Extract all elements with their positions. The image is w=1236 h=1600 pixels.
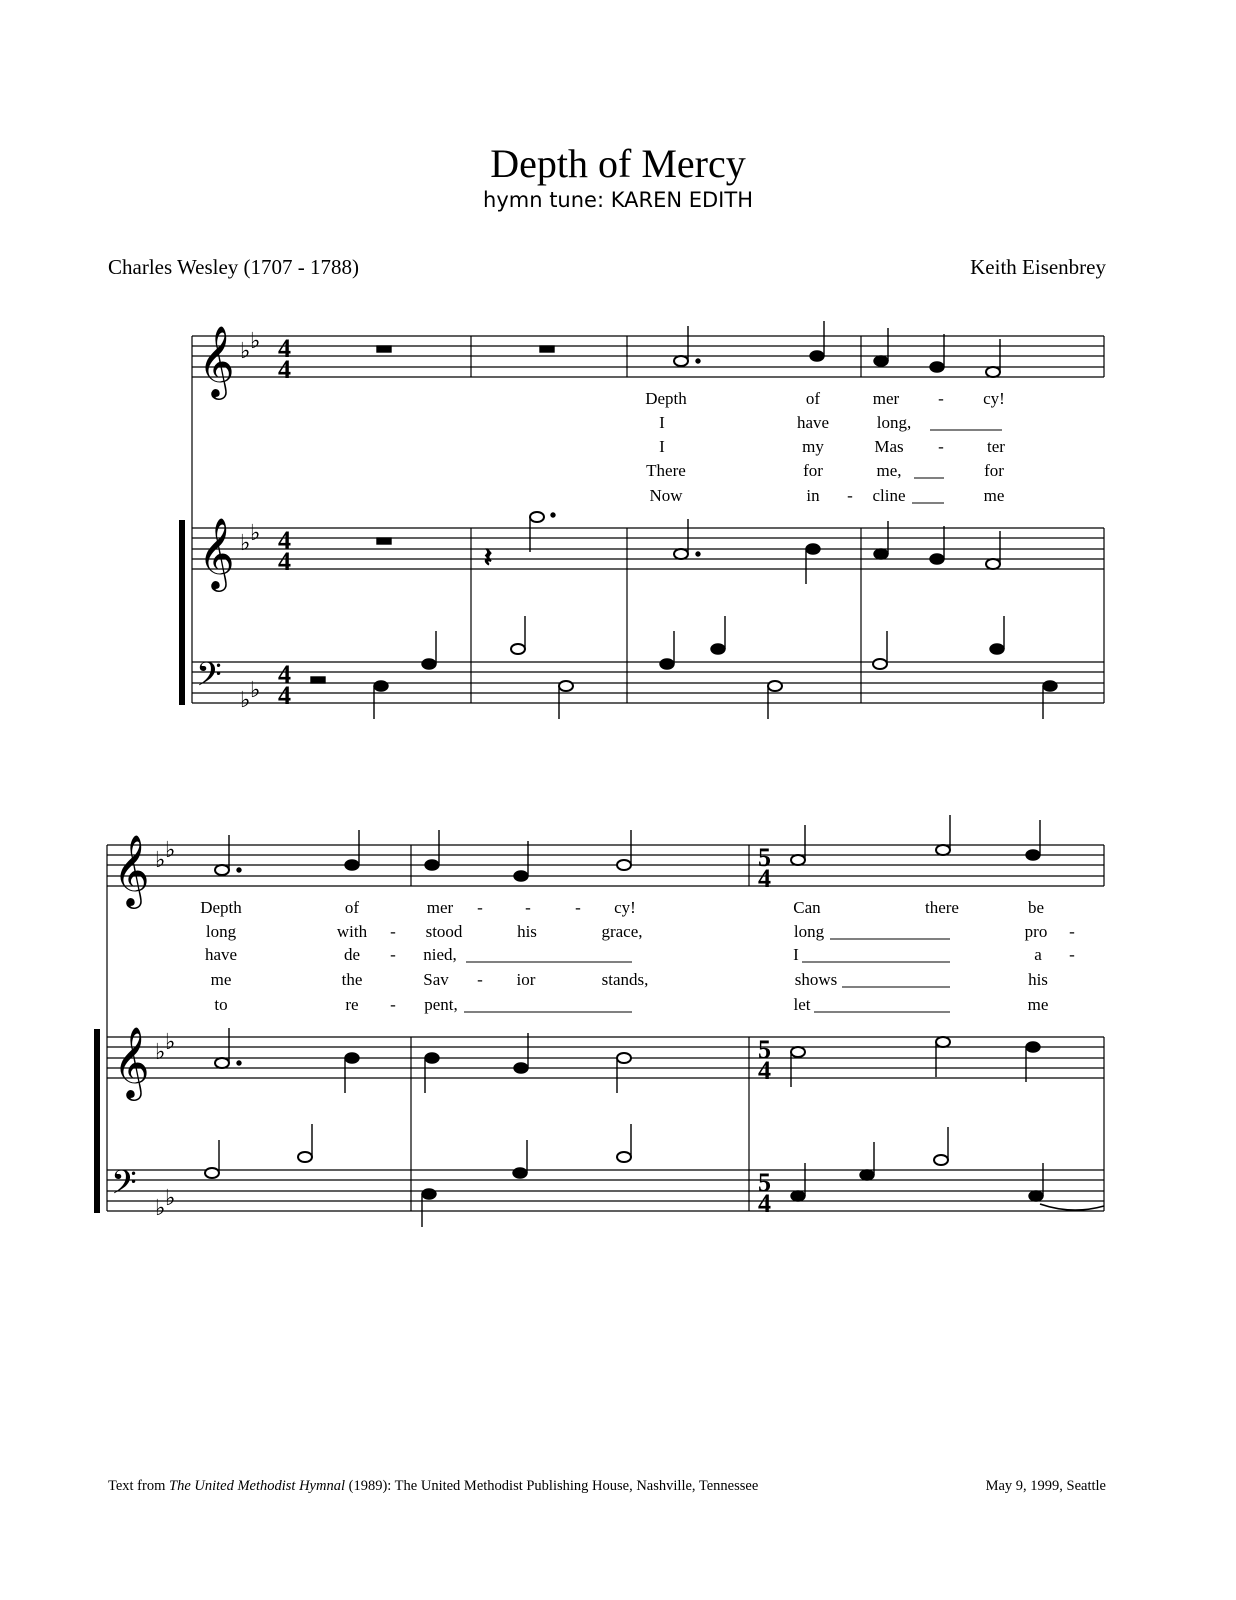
svg-text:grace,: grace, (601, 922, 643, 941)
svg-text:for: for (803, 461, 823, 480)
lyrics-system-2 (200, 898, 1075, 1014)
time-signatures-2 (758, 843, 771, 1218)
composer: Keith Eisenbrey (970, 255, 1106, 279)
svg-text:have: have (796, 413, 830, 432)
svg-text:-: - (390, 922, 396, 941)
whole-rest (540, 346, 554, 352)
note (422, 659, 436, 669)
whole-rest (377, 538, 391, 544)
svg-text:me,: me, (876, 461, 902, 480)
note (768, 681, 782, 691)
svg-text:♭: ♭ (165, 1185, 176, 1210)
svg-text:I: I (659, 413, 665, 432)
svg-text:me: me (983, 486, 1005, 505)
note (986, 559, 1000, 569)
bass-clef-icon: 𝄢 (111, 1164, 137, 1209)
svg-text:-: - (847, 486, 853, 505)
tie (1040, 1204, 1104, 1210)
treble-clef-icon: 𝄞 (113, 1029, 150, 1097)
svg-text:stood: stood (425, 922, 463, 941)
svg-text:with: with (336, 922, 368, 941)
note (530, 512, 544, 522)
lyrics-system-1 (645, 389, 1005, 505)
svg-text:-: - (575, 898, 581, 917)
svg-text:re: re (345, 995, 359, 1014)
svg-text:Depth: Depth (200, 898, 242, 917)
svg-text:4: 4 (278, 334, 291, 363)
svg-text:in: in (806, 486, 820, 505)
staff-lines-bass-1 (192, 662, 1104, 703)
half-rest (311, 677, 325, 683)
svg-text:♭: ♭ (240, 338, 251, 363)
source-suffix: (1989): The United Methodist Publishing House, Nashville, Tennessee (345, 1478, 759, 1494)
svg-text:his: his (1028, 970, 1048, 989)
staff-lines-treble-1 (192, 528, 1104, 569)
svg-text:5: 5 (758, 1035, 771, 1064)
bass-clef-icon: 𝄢 (196, 656, 222, 701)
svg-text:♭: ♭ (165, 837, 176, 862)
note (930, 554, 944, 564)
svg-text:-: - (938, 389, 944, 408)
svg-text:Mas: Mas (874, 437, 904, 456)
svg-text:5: 5 (758, 843, 771, 872)
svg-text:the: the (341, 970, 363, 989)
svg-text:long: long (205, 922, 237, 941)
svg-text:pro: pro (1024, 922, 1048, 941)
note (559, 681, 573, 691)
system-1 (182, 336, 1104, 705)
svg-text:4: 4 (278, 355, 291, 384)
staff-lines-melody-2 (107, 845, 1104, 886)
svg-text:long,: long, (876, 413, 912, 432)
key-signatures-2 (155, 837, 175, 1220)
svg-text:I: I (793, 945, 799, 964)
svg-text:-: - (477, 898, 483, 917)
svg-text:of: of (805, 389, 821, 408)
svg-text:-: - (525, 898, 531, 917)
svg-text:let: let (793, 995, 811, 1014)
svg-text:long: long (793, 922, 825, 941)
svg-text:mer: mer (872, 389, 900, 408)
svg-text:5: 5 (758, 1168, 771, 1197)
note (1043, 681, 1057, 691)
staff-lines-treble-2 (107, 1037, 1104, 1078)
svg-text:shows: shows (794, 970, 838, 989)
svg-text:There: There (646, 461, 686, 480)
note (806, 544, 820, 554)
svg-text:4: 4 (758, 864, 771, 893)
note (986, 367, 1000, 377)
svg-text:♭: ♭ (240, 687, 251, 712)
note (711, 644, 725, 654)
svg-text:4: 4 (278, 681, 291, 710)
source-credit (108, 1478, 758, 1495)
svg-text:to: to (214, 995, 228, 1014)
note (810, 351, 824, 361)
svg-text:ter: ter (987, 437, 1005, 456)
svg-text:♭: ♭ (165, 1029, 176, 1054)
svg-text:be: be (1027, 898, 1045, 917)
svg-text:cy!: cy! (614, 898, 636, 917)
svg-text:my: my (802, 437, 824, 456)
svg-text:Sav: Sav (423, 970, 449, 989)
date-place: May 9, 1999, Seattle (985, 1478, 1106, 1494)
melody-notes-2 (215, 815, 1040, 881)
hymn-tune-subtitle: hymn tune: KAREN EDITH (483, 188, 753, 212)
svg-text:his: his (517, 922, 537, 941)
note (660, 659, 674, 669)
svg-text:-: - (1069, 922, 1075, 941)
staff-lines-melody-1 (192, 336, 1104, 377)
svg-text:♭: ♭ (155, 1039, 166, 1064)
note (674, 356, 688, 366)
svg-text:nied,: nied, (423, 945, 457, 964)
svg-text:pent,: pent, (424, 995, 458, 1014)
note (873, 659, 887, 669)
svg-text:4: 4 (758, 1056, 771, 1085)
svg-text:♭: ♭ (250, 328, 261, 353)
note (930, 362, 944, 372)
svg-text:-: - (477, 970, 483, 989)
clefs-2 (111, 835, 150, 1209)
note (874, 356, 888, 366)
svg-text:-: - (1069, 945, 1075, 964)
svg-text:4: 4 (278, 547, 291, 576)
staff-lines-bass-2 (107, 1170, 1104, 1211)
whole-rest (377, 346, 391, 352)
svg-text:-: - (390, 945, 396, 964)
svg-text:Depth: Depth (645, 389, 687, 408)
svg-text:cline: cline (872, 486, 906, 505)
barlines-2 (411, 845, 1104, 1211)
treble-clef-icon: 𝄞 (113, 837, 150, 905)
svg-text:4: 4 (758, 1189, 771, 1218)
svg-text:Can: Can (793, 898, 821, 917)
svg-text:there: there (925, 898, 959, 917)
svg-text:♭: ♭ (155, 847, 166, 872)
source-title: The United Methodist Hymnal (169, 1478, 345, 1494)
svg-text:4: 4 (278, 526, 291, 555)
svg-text:ior: ior (516, 970, 536, 989)
svg-text:♭: ♭ (240, 530, 251, 555)
svg-text:-: - (390, 995, 396, 1014)
note (374, 681, 388, 691)
time-signatures-1 (278, 334, 291, 710)
text-author: Charles Wesley (1707 - 1788) (108, 255, 360, 279)
svg-text:for: for (984, 461, 1004, 480)
note (874, 549, 888, 559)
svg-text:me: me (1027, 995, 1049, 1014)
svg-text:4: 4 (278, 660, 291, 689)
quarter-rest-icon: 𝄽 (484, 543, 492, 572)
barlines-1 (471, 336, 1104, 703)
treble-clef-icon: 𝄞 (198, 520, 235, 588)
source-prefix: Text from (108, 1478, 169, 1494)
svg-text:have: have (204, 945, 238, 964)
page-title: Depth of Mercy (490, 141, 746, 186)
svg-text:Now: Now (649, 486, 683, 505)
svg-text:I: I (659, 437, 665, 456)
svg-text:♭: ♭ (250, 677, 261, 702)
note (511, 644, 525, 654)
svg-text:-: - (938, 437, 944, 456)
lyric-extenders-2 (464, 939, 950, 1012)
treble-notes-2 (215, 1028, 1040, 1093)
clefs-1 (196, 326, 235, 701)
svg-text:♭: ♭ (155, 1195, 166, 1220)
note (674, 549, 688, 559)
svg-text:♭: ♭ (250, 520, 261, 545)
svg-text:de: de (343, 945, 361, 964)
note (990, 644, 1004, 654)
svg-text:stands,: stands, (601, 970, 649, 989)
svg-text:a: a (1034, 945, 1042, 964)
svg-text:me: me (210, 970, 232, 989)
svg-text:mer: mer (426, 898, 454, 917)
svg-text:cy!: cy! (983, 389, 1005, 408)
treble-clef-icon: 𝄞 (198, 328, 235, 396)
key-signatures-1 (240, 328, 260, 712)
svg-text:of: of (344, 898, 360, 917)
